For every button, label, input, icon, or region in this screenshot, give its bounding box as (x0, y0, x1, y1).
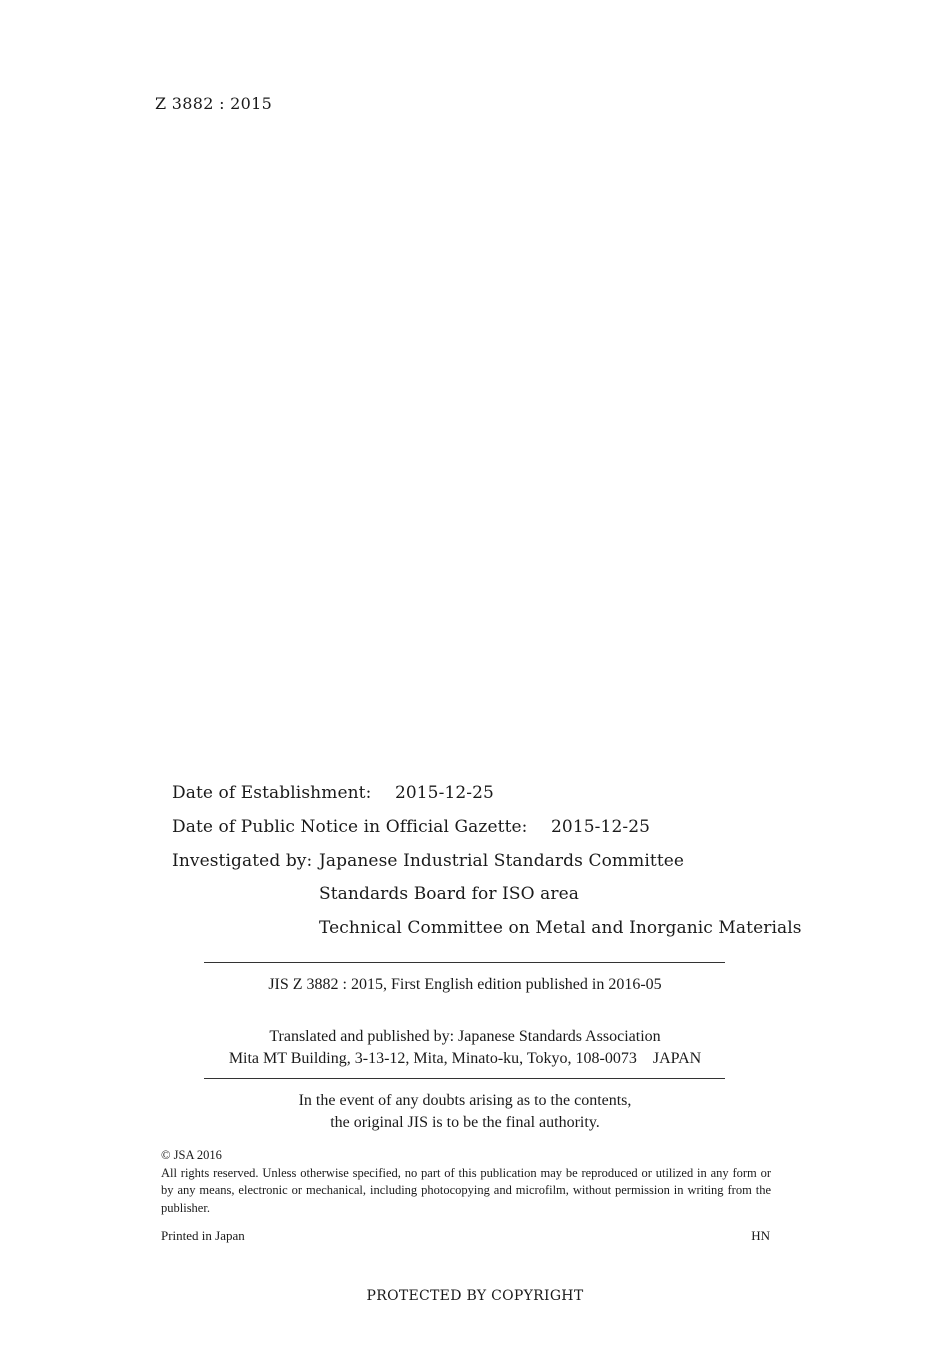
authority-line-1: In the event of any doubts arising as to the contents, (298, 1092, 632, 1109)
divider-top (204, 962, 725, 963)
investigator-1: Japanese Industrial Standards Committee (319, 851, 685, 871)
authority-notice (150, 1090, 780, 1134)
gazette-label: Date of Public Notice in Official Gazette: (172, 817, 528, 837)
investigator-2: Standards Board for ISO area (319, 884, 580, 904)
copyright-line: © JSA 2016 (161, 1148, 222, 1162)
establishment-row (172, 783, 494, 803)
document-code: Z 3882 : 2015 (155, 94, 273, 113)
print-code: HN (751, 1228, 770, 1243)
gazette-date: 2015-12-25 (551, 817, 651, 837)
edition-text: JIS Z 3882 : 2015, First English edition published in 2016-05 (268, 976, 662, 993)
protected-notice: PROTECTED BY COPYRIGHT (366, 1288, 584, 1304)
edition-notice (150, 974, 780, 996)
investigator-3: Technical Committee on Metal and Inorganic Materials (319, 918, 802, 938)
publisher-address: Mita MT Building, 3-13-12, Mita, Minato-ku, Tokyo, 108-0073 JAPAN (228, 1050, 702, 1067)
authority-line-2: the original JIS is to be the final authority. (330, 1114, 600, 1131)
print-footer (161, 1228, 770, 1244)
investigated-label: Investigated by: (172, 851, 313, 871)
publisher-block (150, 1026, 780, 1070)
rights-statement: All rights reserved. Unless otherwise specified, no part of this publication may be reproduced or utilized in any form or by any means, electronic or mechanical, including photocopying and microfilm, without permission in writing from the publisher. (161, 1165, 771, 1215)
divider-bottom (204, 1078, 725, 1079)
gazette-row (172, 817, 650, 837)
printed-in: Printed in Japan (161, 1228, 245, 1243)
establishment-label: Date of Establishment: (172, 783, 372, 803)
legal-notice (161, 1147, 771, 1217)
establishment-date: 2015-12-25 (394, 783, 494, 803)
publisher-line-1: Translated and published by: Japanese Standards Association (269, 1028, 661, 1045)
